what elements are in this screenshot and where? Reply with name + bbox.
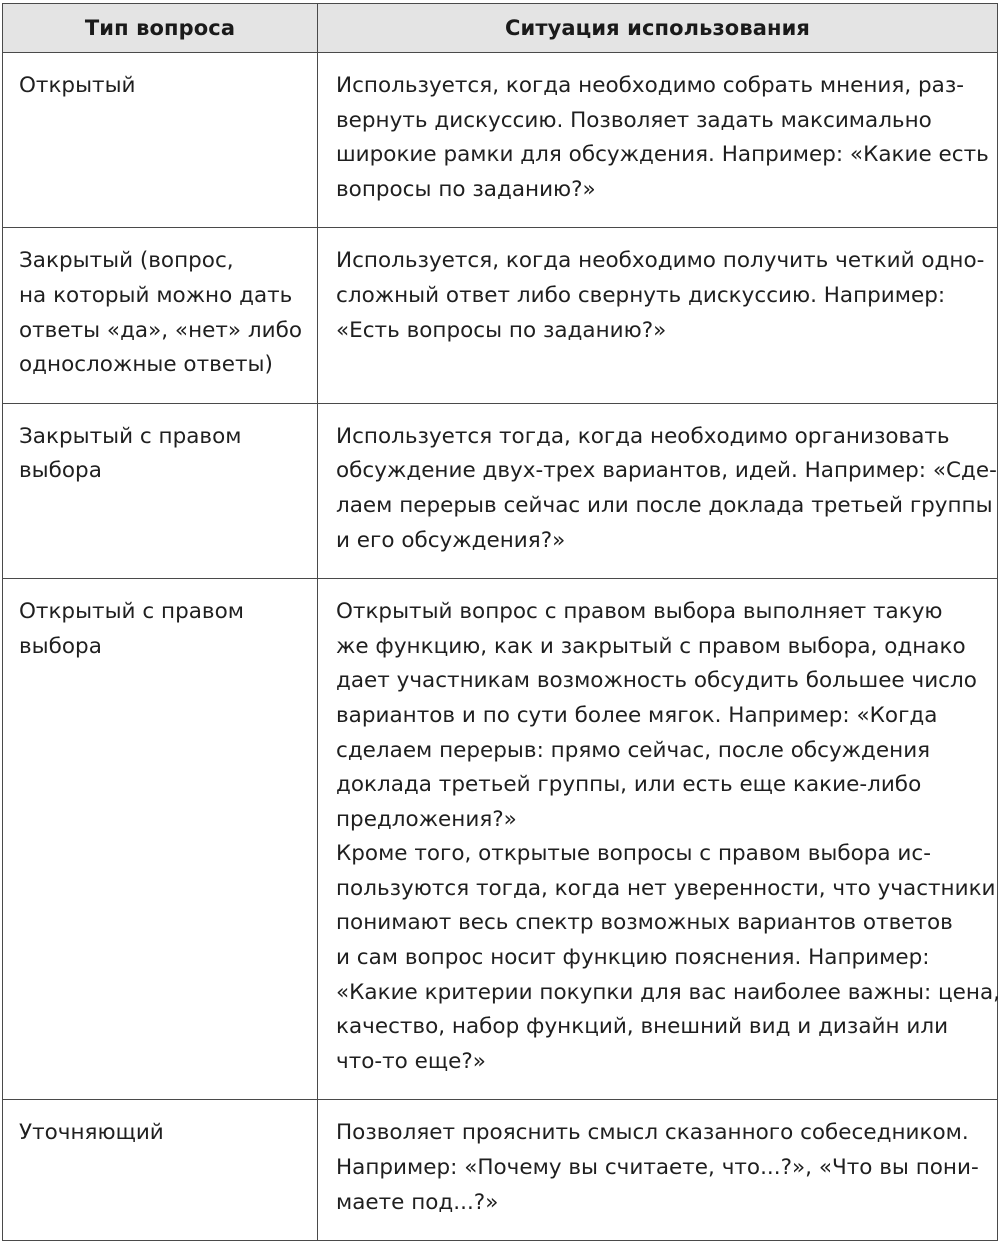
usage-situation-line: дает участникам возможность обсудить большее число xyxy=(336,668,977,694)
question-type-line: выбора xyxy=(19,458,102,484)
question-type-line: Уточняющий xyxy=(19,1120,164,1146)
question-type-line: односложные ответы) xyxy=(19,352,273,378)
usage-situation-line: «Какие критерии покупки для вас наиболее важны: цена, xyxy=(336,979,1000,1005)
question-type-line: ответы «да», «нет» либо xyxy=(19,317,303,343)
usage-situation-line: маете под...?» xyxy=(336,1189,499,1215)
usage-situation-line: вариантов и по сути более мягок. Например: «Когда xyxy=(336,702,938,728)
usage-situation-line: пользуются тогда, когда нет уверенности, что участники xyxy=(336,875,996,901)
table-row xyxy=(3,579,998,1100)
table-body xyxy=(3,53,998,1241)
question-type-cell xyxy=(3,1100,318,1241)
usage-situation-line: понимают весь спектр возможных вариантов ответов xyxy=(336,910,953,936)
question-type-line: Открытый xyxy=(19,73,136,98)
header-usage-situation: Ситуация использования xyxy=(318,4,998,53)
question-type-cell xyxy=(3,53,318,228)
usage-situation-line: Например: «Почему вы считаете, что...?», «Что вы пони- xyxy=(336,1155,979,1181)
question-type-line: выбора xyxy=(19,633,102,659)
usage-situation-line: доклада третьей группы, или есть еще какие-либо xyxy=(336,772,922,798)
usage-situation-line: и сам вопрос носит функцию пояснения. Например: xyxy=(336,945,930,971)
usage-situation-line: сделаем перерыв: прямо сейчас, после обсуждения xyxy=(336,737,931,763)
table-row xyxy=(3,228,998,403)
usage-situation-line: Используется, когда необходимо получить четкий одно- xyxy=(336,248,985,274)
usage-situation-line: предложения?» xyxy=(336,806,517,832)
question-type-line: Закрытый (вопрос, xyxy=(19,248,234,274)
usage-situation-line: лаем перерыв сейчас или после доклада третьей группы xyxy=(336,492,993,518)
usage-situation-line: Позволяет прояснить смысл сказанного собеседником. xyxy=(336,1120,969,1146)
question-type-line: Открытый с правом xyxy=(19,599,244,625)
usage-situation-line: качество, набор функций, внешний вид и дизайн или xyxy=(336,1014,949,1040)
question-types-table xyxy=(2,3,998,1241)
usage-situation-line: что-то еще?» xyxy=(336,1048,486,1074)
usage-situation-line: Открытый вопрос с правом выбора выполняет такую xyxy=(336,599,943,625)
table-row xyxy=(3,1100,998,1241)
header-row xyxy=(3,4,998,53)
usage-situation-cell xyxy=(318,579,998,1100)
question-type-cell xyxy=(3,403,318,578)
usage-situation-line: обсуждение двух-трех вариантов, идей. Например: «Сде- xyxy=(336,458,997,484)
usage-situation-line: вопросы по заданию?» xyxy=(336,176,596,202)
question-type-line: на который можно дать xyxy=(19,282,293,308)
question-type-line: Закрытый с правом xyxy=(19,423,242,449)
table-header xyxy=(3,4,998,53)
usage-situation-line: Используется тогда, когда необходимо организовать xyxy=(336,423,950,449)
usage-situation-cell xyxy=(318,1100,998,1241)
question-type-cell xyxy=(3,228,318,403)
usage-situation-line: и его обсуждения?» xyxy=(336,527,566,553)
table-row xyxy=(3,403,998,578)
usage-situation-cell xyxy=(318,53,998,228)
usage-situation-line: Используется, когда необходимо собрать мнения, раз- xyxy=(336,73,965,98)
usage-situation-line: «Есть вопросы по заданию?» xyxy=(336,317,667,343)
header-question-type: Тип вопроса xyxy=(3,4,318,53)
usage-situation-cell xyxy=(318,403,998,578)
table-row xyxy=(3,53,998,228)
usage-situation-line: широкие рамки для обсуждения. Например: «Какие есть xyxy=(336,142,989,168)
usage-situation-line: сложный ответ либо свернуть дискуссию. Например: xyxy=(336,282,946,308)
usage-situation-line: Кроме того, открытые вопросы с правом выбора ис- xyxy=(336,841,931,867)
usage-situation-line: вернуть дискуссию. Позволяет задать максимально xyxy=(336,107,932,133)
question-type-cell xyxy=(3,579,318,1100)
usage-situation-cell xyxy=(318,228,998,403)
usage-situation-line: же функцию, как и закрытый с правом выбора, однако xyxy=(336,633,966,659)
